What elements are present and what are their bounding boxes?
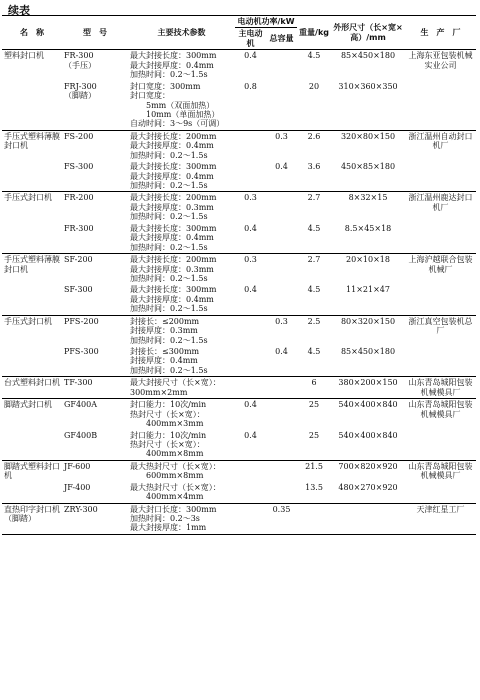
- weight: 25: [308, 430, 320, 440]
- model-line: TF-300: [64, 378, 93, 388]
- total-capacity: [266, 377, 297, 399]
- model-number: [62, 81, 128, 131]
- model-line: JF-400: [64, 482, 91, 492]
- spec-line: 封口宽度：300mm: [130, 81, 201, 91]
- main-motor-power: 0.4: [235, 50, 266, 81]
- machine-name: 手压式塑料薄膜封口机: [2, 130, 62, 192]
- spec-line: 400mm×8mm: [130, 449, 204, 459]
- model-line: FR-300: [64, 223, 94, 233]
- machine-name: 手压式封口机: [2, 192, 62, 254]
- machine-name: 手压式塑料薄膜封口机: [2, 254, 62, 316]
- model-number: [62, 254, 128, 285]
- model-number: [62, 503, 128, 534]
- table-caption: 续表: [8, 4, 30, 17]
- total-capacity: [266, 460, 297, 481]
- spec-line: 加热时间：0.2～1.5s: [130, 212, 208, 222]
- dimensions: 540×400×840: [331, 399, 405, 430]
- total-capacity: [266, 254, 297, 285]
- total-capacity: 0.4: [275, 347, 288, 356]
- technical-specs: [128, 460, 235, 481]
- technical-specs: [128, 192, 235, 223]
- spec-line: 加热时间：0.2～1.5s: [130, 273, 208, 283]
- weight: 6: [297, 377, 331, 399]
- table-row: [2, 482, 476, 503]
- manufacturer: 浙江温州鹿达封口机厂: [405, 192, 476, 254]
- table-row: [2, 223, 476, 254]
- dimensions: 450×85×180: [340, 162, 396, 172]
- weight: 20: [308, 81, 320, 91]
- spec-line: 封接长：≤200mm: [130, 316, 200, 326]
- model-line: SF-200: [64, 255, 93, 265]
- spec-line: 最大热封尺寸（长×宽）：: [130, 461, 221, 471]
- model-number: [62, 460, 128, 481]
- model-number: [62, 482, 128, 503]
- main-motor-power: 0.4: [244, 285, 257, 295]
- spec-line: 加热时间：0.2～1.5s: [130, 335, 208, 345]
- model-line: PFS-300: [64, 347, 99, 356]
- manufacturer: 浙江温州自动封口机厂: [405, 130, 476, 192]
- table-row: [2, 399, 476, 430]
- model-number: [62, 161, 128, 192]
- spec-line: 最大封接厚度：0.3mm: [130, 264, 214, 274]
- total-capacity: [266, 482, 297, 503]
- model-number: [62, 377, 128, 399]
- spec-line: 封接长：≤300mm: [130, 347, 200, 356]
- main-motor-power: [235, 130, 266, 161]
- weight: 3.6: [307, 162, 321, 172]
- spec-line: 600mm×8mm: [130, 471, 204, 481]
- model-line: GF400B: [64, 430, 98, 440]
- technical-specs: [128, 377, 235, 399]
- manufacturer: 上海东亚包装机械实业公司: [405, 50, 476, 131]
- dimensions: 380×200×150: [331, 377, 405, 399]
- table-row: [2, 346, 476, 377]
- table-row: [2, 161, 476, 192]
- main-motor-power: [235, 315, 266, 346]
- header-power: 电动机功率/kW: [235, 16, 297, 28]
- technical-specs: [128, 482, 235, 503]
- main-motor-power: [235, 460, 266, 481]
- dimensions: 85×450×180: [340, 347, 396, 356]
- dimensions: 480×270×920: [338, 482, 398, 492]
- model-number: [62, 130, 128, 161]
- table-row: [2, 284, 476, 315]
- model-line: GF400A: [64, 400, 97, 410]
- weight: 2.7: [297, 192, 331, 223]
- technical-specs: [128, 130, 235, 161]
- technical-specs: [128, 315, 235, 346]
- manufacturer: 山东青岛城阳包装机械模具厂: [405, 399, 476, 461]
- table-row: [2, 377, 476, 399]
- spec-line: 最大封口长度：300mm: [130, 504, 217, 514]
- spec-line: 最大封接长度：300mm: [130, 285, 217, 295]
- spec-line: 加热时间：0.2～1.5s: [130, 70, 208, 80]
- total-capacity: [266, 50, 297, 81]
- spec-line: 最大封接长度：200mm: [130, 131, 217, 141]
- model-number: [62, 399, 128, 430]
- main-motor-power: 0.4: [244, 430, 257, 440]
- header-dimensions: 外形尺寸（长×宽×高）/mm: [331, 16, 405, 50]
- spec-line: 最大热封尺寸（长×宽）：: [130, 482, 221, 492]
- spec-line: 热封尺寸（长×宽）：: [130, 409, 205, 419]
- manufacturer: 上海沪越联合包装机械厂: [405, 254, 476, 316]
- spec-line: 最大封接厚度：0.4mm: [130, 60, 214, 70]
- spec-line: 加热时间：0.2～1.5s: [130, 365, 208, 375]
- dimensions: 11×21×47: [346, 285, 390, 295]
- model-line: FS-300: [64, 162, 94, 172]
- weight: 4.5: [307, 223, 321, 233]
- table-row: [2, 430, 476, 461]
- spec-line: 最大封接厚度：0.4mm: [130, 294, 214, 304]
- spec-line: 加热时间：0.2～3s: [130, 514, 200, 523]
- spec-line: 最大封接长度：300mm: [130, 223, 217, 233]
- technical-specs: [128, 161, 235, 192]
- table-row: [2, 254, 476, 285]
- manufacturer: 天津红星工厂: [405, 503, 476, 534]
- spec-line: 最大封接长度：200mm: [130, 193, 217, 203]
- technical-specs: [128, 503, 235, 534]
- total-capacity: 0.4: [275, 162, 288, 172]
- model-number: [62, 223, 128, 254]
- total-capacity: [266, 430, 297, 461]
- spec-line: 10mm（单面加热）: [130, 109, 220, 119]
- spec-line: 热封尺寸（长×宽）：: [130, 439, 205, 449]
- spec-line: 最大封接长度：200mm: [130, 255, 217, 265]
- model-line: FRJ-300: [64, 81, 97, 91]
- spec-line: 最大封接厚度：1mm: [130, 523, 207, 533]
- dimensions: 20×10×18: [331, 254, 405, 285]
- spec-line: 5mm（双面加热）: [130, 100, 215, 110]
- equipment-table: [2, 15, 476, 535]
- main-motor-power: [235, 482, 266, 503]
- model-number: [62, 192, 128, 223]
- technical-specs: [128, 223, 235, 254]
- technical-specs: [128, 399, 235, 430]
- spec-line: 400mm×3mm: [130, 419, 204, 429]
- main-motor-power: [235, 377, 266, 399]
- table-body: [2, 50, 476, 535]
- model-line: FR-300: [64, 51, 94, 61]
- model-line: JF-600: [64, 461, 91, 471]
- table-row: [2, 192, 476, 223]
- header-weight: 重量/kg: [297, 16, 331, 50]
- header-total-capacity: 总容量: [266, 28, 297, 50]
- total-capacity: [266, 81, 297, 131]
- table-row: [2, 81, 476, 131]
- dimensions: [331, 503, 405, 534]
- technical-specs: [128, 50, 235, 81]
- header-main-motor: 主电动机: [235, 28, 266, 50]
- machine-name: 台式塑料封口机: [2, 377, 62, 399]
- dimensions: 540×400×840: [338, 430, 398, 440]
- technical-specs: [128, 430, 235, 461]
- header-model: 型 号: [62, 16, 128, 50]
- dimensions: 80×320×150: [331, 315, 405, 346]
- weight: 13.5: [305, 482, 323, 492]
- total-capacity: 0.35: [266, 503, 297, 534]
- weight: 25: [297, 399, 331, 430]
- technical-specs: [128, 81, 235, 131]
- spec-line: 加热时间：0.2～1.5s: [130, 181, 208, 190]
- total-capacity: [266, 284, 297, 315]
- machine-name: 脚踏式塑料封口机: [2, 460, 62, 503]
- technical-specs: [128, 254, 235, 285]
- spec-line: 最大封接厚度：0.4mm: [130, 233, 214, 243]
- spec-line: 最大封接厚度：0.4mm: [130, 171, 214, 181]
- weight: 2.7: [297, 254, 331, 285]
- total-capacity: [266, 192, 297, 223]
- header-name: 名 称: [2, 16, 62, 50]
- model-number: [62, 50, 128, 81]
- main-motor-power: [235, 346, 266, 377]
- weight: 4.5: [307, 347, 321, 356]
- header-spec: 主要技术参数: [128, 16, 235, 50]
- machine-name: 脚踏式封口机: [2, 399, 62, 461]
- weight: 2.5: [297, 315, 331, 346]
- total-capacity: [266, 399, 297, 430]
- model-line: （脚踏）: [64, 91, 96, 101]
- dimensions: 85×450×180: [331, 50, 405, 81]
- main-motor-power: 0.3: [235, 192, 266, 223]
- total-capacity: [266, 223, 297, 254]
- total-capacity: 0.3: [266, 315, 297, 346]
- spec-line: 最大封接尺寸（长×宽）：: [130, 378, 221, 388]
- technical-specs: [128, 346, 235, 377]
- model-line: FR-200: [64, 193, 94, 203]
- model-line: （手压）: [64, 60, 96, 70]
- dimensions: 320×80×150: [331, 130, 405, 161]
- spec-line: 加热时间：0.2～1.5s: [130, 304, 208, 314]
- technical-specs: [128, 284, 235, 315]
- model-line: PFS-200: [64, 316, 99, 326]
- spec-line: 封接厚度：0.3mm: [130, 326, 198, 336]
- main-motor-power: [235, 161, 266, 192]
- spec-line: 300mm×2mm: [130, 387, 188, 397]
- spec-line: 最大封接长度：300mm: [130, 162, 217, 172]
- table-row: [2, 315, 476, 346]
- table-row: [2, 130, 476, 161]
- machine-name: 直热印字封口机（脚踏）: [2, 503, 62, 534]
- spec-line: 自动时间：3～9s（可调）: [130, 119, 225, 129]
- dimensions: 700×820×920: [331, 460, 405, 481]
- machine-name: 塑料封口机: [2, 50, 62, 131]
- model-line: SF-300: [64, 285, 93, 295]
- main-motor-power: 0.4: [235, 399, 266, 430]
- manufacturer: 山东青岛城阳包装机械模具厂: [405, 377, 476, 399]
- weight: [297, 503, 331, 534]
- dimensions: 8.5×45×18: [344, 223, 392, 233]
- dimensions: 8×32×15: [331, 192, 405, 223]
- spec-line: 封口宽度：: [130, 91, 170, 101]
- model-number: [62, 284, 128, 315]
- model-number: [62, 315, 128, 346]
- model-line: ZRY-300: [64, 504, 98, 514]
- table-row: [2, 460, 476, 481]
- spec-line: 加热时间：0.2～1.5s: [130, 242, 208, 252]
- weight: 4.5: [307, 285, 321, 295]
- weight: 2.6: [297, 130, 331, 161]
- main-motor-power: [235, 503, 266, 534]
- manufacturer: 浙江真空包装机总厂: [405, 315, 476, 377]
- main-motor-power: 0.4: [244, 223, 257, 233]
- spec-line: 最大封接长度：300mm: [130, 51, 217, 61]
- spec-line: 400mm×4mm: [130, 492, 204, 502]
- spec-line: 封接厚度：0.4mm: [130, 356, 198, 366]
- main-motor-power: 0.8: [244, 81, 257, 91]
- spec-line: 最大封接厚度：0.4mm: [130, 141, 214, 151]
- model-number: [62, 430, 128, 461]
- table-row: [2, 503, 476, 534]
- dimensions: 310×360×350: [338, 81, 398, 91]
- total-capacity: 0.3: [266, 130, 297, 161]
- spec-line: 加热时间：0.2～1.5s: [130, 150, 208, 160]
- model-line: FS-200: [64, 131, 94, 141]
- spec-line: 封口能力：10次/min: [130, 430, 207, 440]
- weight: 21.5: [297, 460, 331, 481]
- header-maker: 生 产 厂: [405, 16, 476, 50]
- spec-line: 最大封接厚度：0.3mm: [130, 202, 214, 212]
- main-motor-power: 0.3: [235, 254, 266, 285]
- table-row: [2, 50, 476, 81]
- model-number: [62, 346, 128, 377]
- manufacturer: 山东青岛城阳包装机械模具厂: [405, 460, 476, 503]
- weight: 4.5: [297, 50, 331, 81]
- machine-name: 手压式封口机: [2, 315, 62, 377]
- spec-line: 封口能力：10次/min: [130, 400, 207, 410]
